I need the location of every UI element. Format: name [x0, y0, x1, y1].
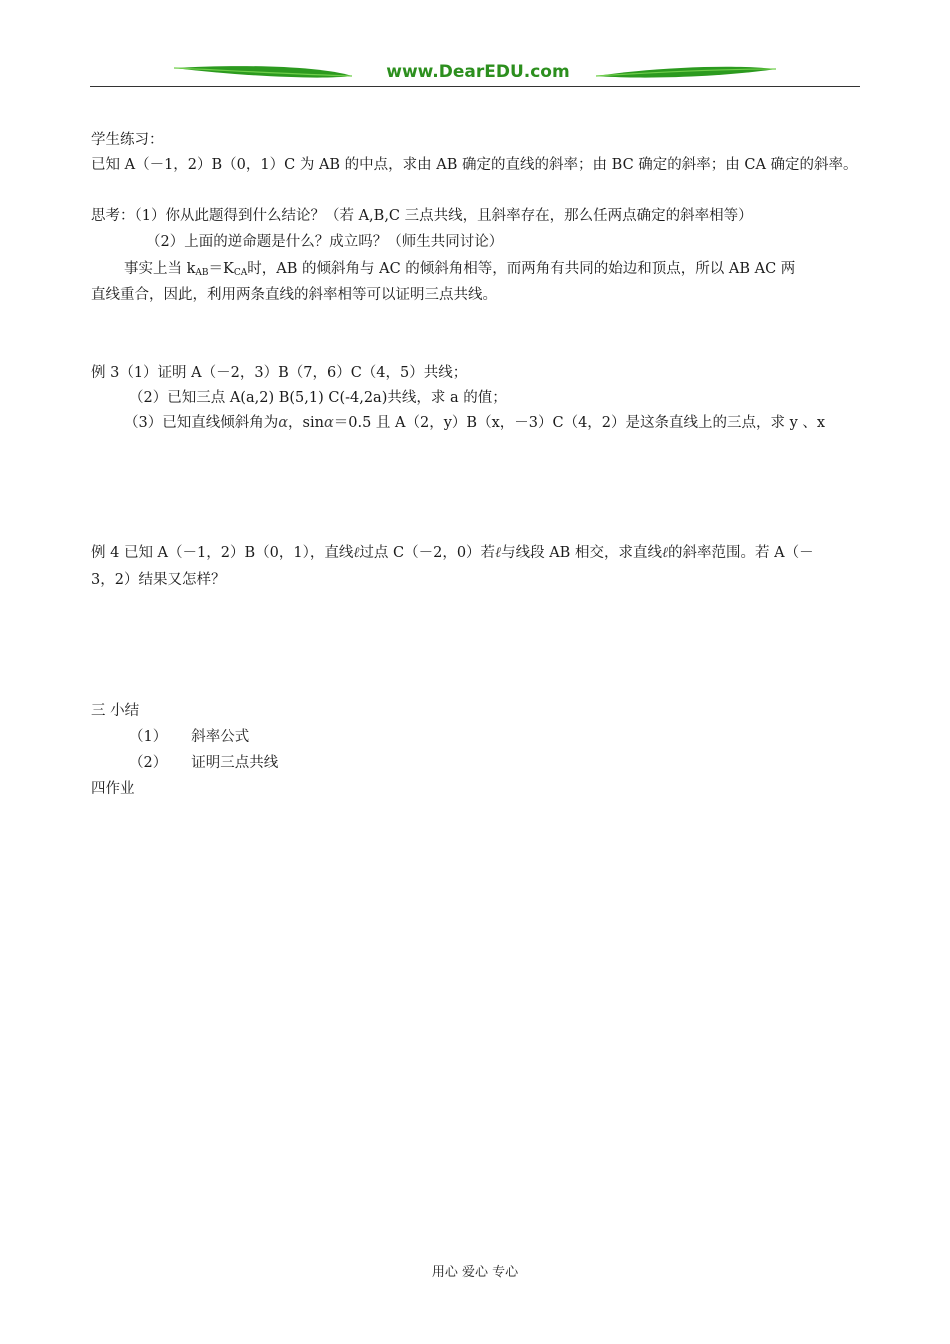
homework-heading: 四作业 [91, 781, 135, 797]
ell-symbol: ℓ [495, 545, 502, 561]
alpha-symbol: α [278, 415, 289, 431]
example4-line1 [91, 543, 814, 563]
example4-text-d: 的斜率范围。若 A（－ [668, 545, 814, 561]
fact-subscript-ab: AB [195, 268, 209, 278]
example3-part1: 例 3（1）证明 A（－2，3）B（7，6）C（4，5）共线； [91, 365, 468, 381]
think-question-1: 思考：（1）你从此题得到什么结论？（若 A,B,C 三点共线，且斜率存在，那么任两点确定的斜率相等） [91, 208, 753, 224]
page-footer: 用心 爱心 专心 [431, 1265, 519, 1280]
fact-subscript-ca: CA [233, 268, 248, 278]
fact-paragraph-line2: 直线重合，因此，利用两条直线的斜率相等可以证明三点共线。 [91, 287, 497, 303]
summary-item-2-number: （2） [129, 755, 168, 771]
example3-part2: （2）已知三点 A(a,2) B(5,1) C(-4,2a)共线，求 a 的值； [129, 390, 507, 406]
example4-text-c: 与线段 AB 相交，求直线 [501, 545, 662, 561]
fact-paragraph-line1 [124, 259, 795, 283]
example4-text-b: 过点 C（－2，0）若 [359, 545, 496, 561]
summary-item-1-text: 斜率公式 [191, 729, 250, 745]
example4-line2: 3，2）结果又怎样？ [91, 572, 226, 588]
header-divider [90, 86, 860, 87]
example4-text-a: 例 4 已知 A（－1，2）B（0，1），直线 [91, 545, 354, 561]
summary-item-1 [129, 727, 249, 747]
think-question-2: （2）上面的逆命题是什么？成立吗？（师生共同讨论） [146, 234, 504, 250]
site-logo-text: www.DearEDU.com [386, 62, 570, 82]
example3-text-a: （3）已知直线倾斜角为 [124, 415, 279, 431]
ell-symbol: ℓ [353, 545, 360, 561]
summary-item-2 [129, 753, 278, 773]
practice-heading: 学生练习： [91, 132, 164, 148]
fact-text-b: ＝K [208, 261, 234, 277]
summary-item-1-number: （1） [129, 729, 168, 745]
summary-heading: 三 小结 [91, 703, 140, 719]
summary-item-2-text: 证明三点共线 [191, 755, 279, 771]
page-header [90, 56, 860, 90]
fact-text-c: 时，AB 的倾斜角与 AC 的倾斜角相等，而两角有共同的始边和顶点，所以 AB AC 两 [247, 261, 796, 277]
alpha-symbol: α [323, 415, 334, 431]
practice-problem: 已知 A（－1，2）B（0，1）C 为 AB 的中点，求由 AB 确定的直线的斜率；由 BC 确定的斜率；由 CA 确定的斜率。 [91, 157, 858, 173]
ell-symbol: ℓ [661, 545, 668, 561]
fact-text-a: 事实上当 k [124, 261, 196, 277]
example3-text-c: ＝0.5 且 A（2，y）B（x，－3）C（4，2）是这条直线上的三点，求 y 、x [333, 415, 826, 431]
example3-text-b: ，sin [288, 415, 324, 431]
example3-part3 [124, 413, 825, 433]
